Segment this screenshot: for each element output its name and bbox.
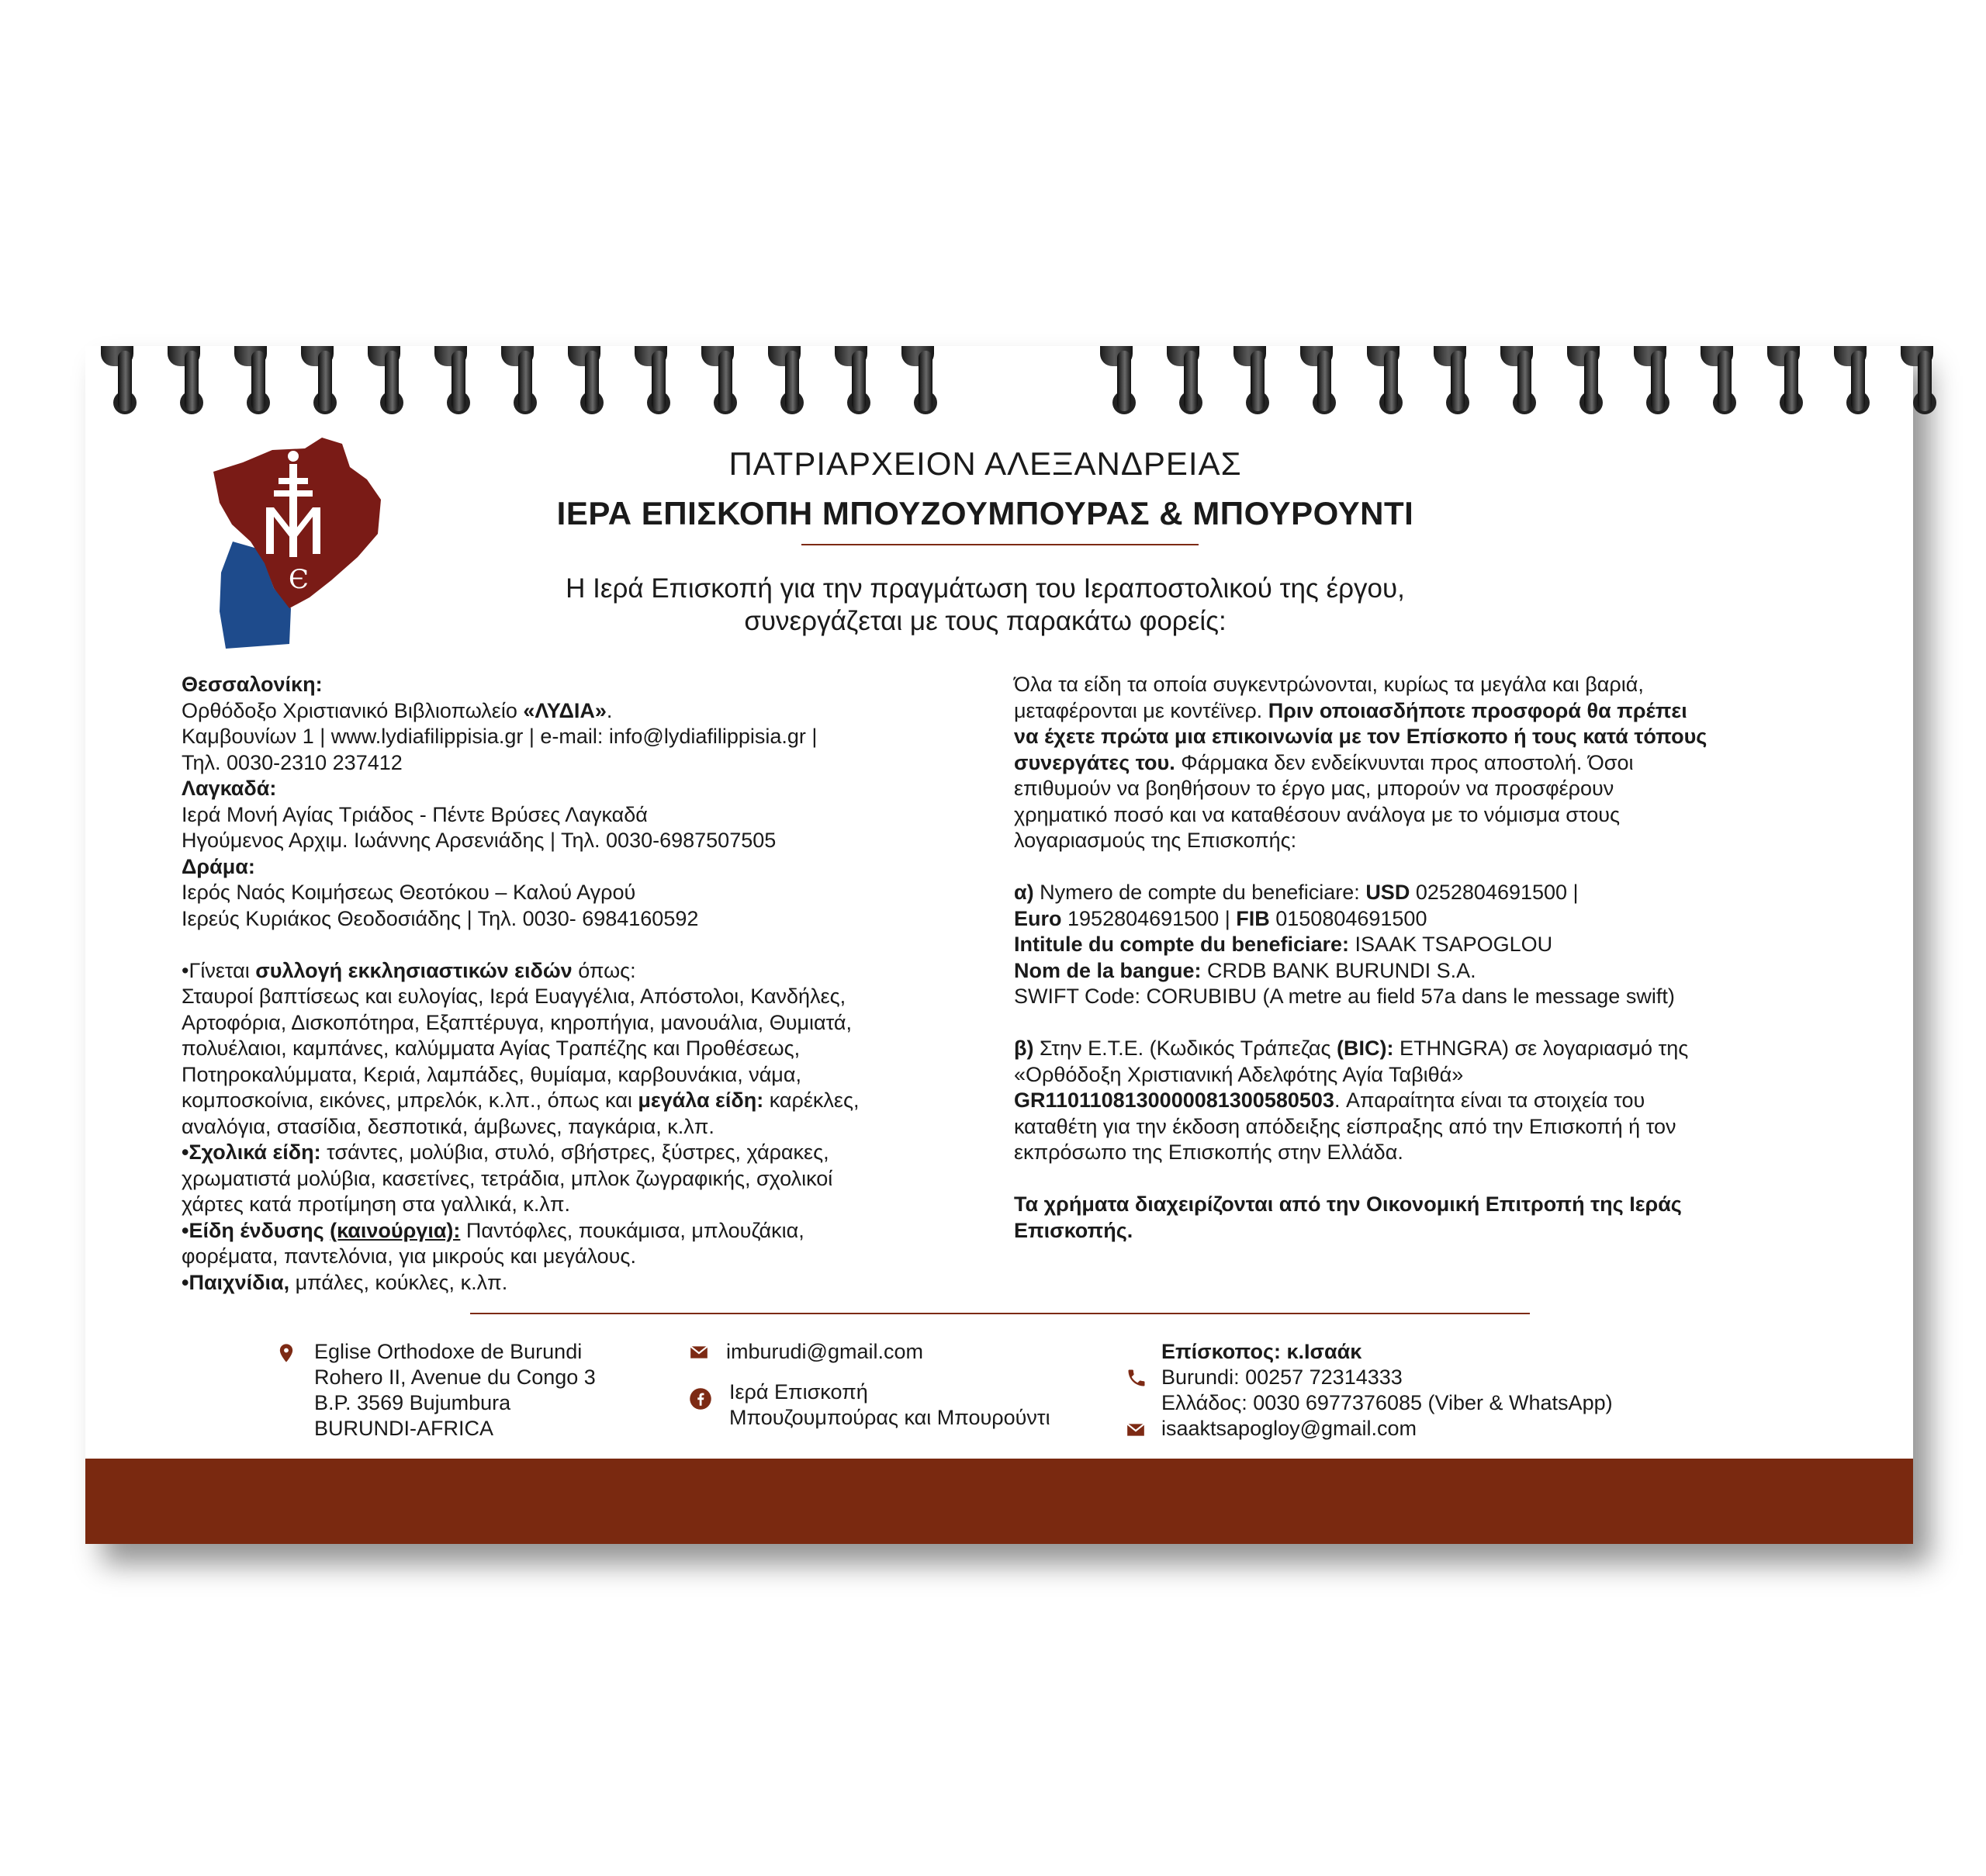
diocese-title: ΙΕΡΑ ΕΠΙΣΚΟΠΗ ΜΠΟΥΖΟΥΜΠΟΥΡΑΣ & ΜΠΟΥΡΟΥΝΤΙ	[556, 495, 1414, 531]
facebook-block	[729, 1379, 1050, 1431]
b-line1-end: ETHNGRA) σε λογαριασμό της	[1393, 1037, 1689, 1060]
clothes-label: •Είδη ένδυσης	[182, 1218, 330, 1242]
school-label: •Σχολικά είδη:	[182, 1140, 321, 1164]
binding-ring	[1317, 351, 1331, 411]
address-line4: BURUNDI-AFRICA	[314, 1417, 494, 1440]
patriarchate-title: ΠΑΤΡΙΑΡΧΕΙΟΝ ΑΛΕΞΑΝΔΡΕΙΑΣ	[728, 445, 1242, 482]
binding-ring	[1251, 351, 1265, 411]
facebook-line1[interactable]: Ιερά Επισκοπή	[729, 1380, 868, 1404]
euro-value: 1952804691500 |	[1061, 906, 1237, 930]
p1-line3: να έχετε πρώτα μια επικοινωνία με τον Επίσκοπο ή τους κατά τόπους	[1014, 725, 1707, 748]
big-items-label: μεγάλα είδη:	[638, 1089, 764, 1112]
drama-label: Δράμα:	[182, 854, 255, 878]
euro-label: Euro	[1014, 906, 1062, 930]
drama-line2: Ιερεύς Κυριάκος Θεοδοσιάδης | Τηλ. 0030- 6984160592	[182, 906, 699, 930]
p1-line2: μεταφέρονται με κοντέϊνερ.	[1014, 698, 1268, 722]
thessaloniki-label: Θεσσαλονίκη:	[182, 673, 323, 696]
binding-ring	[318, 351, 332, 411]
p1-line4-bold: συνεργάτες του.	[1014, 750, 1175, 774]
phone-greece: Ελλάδος: 0030 6977376085 (Viber & WhatsApp)	[1161, 1391, 1613, 1414]
coll-line2: Αρτοφόρια, Δισκοπότηρα, Εξαπτέρυγα, κηροπήγια, μανουάλια, Θυμιατά,	[182, 1010, 853, 1034]
diocese-email[interactable]: imburudi@gmail.com	[726, 1340, 923, 1363]
coll-line5: κομποσκοίνια, εικόνες, μπρελόκ, κ.λπ., όπως και	[182, 1089, 638, 1112]
p1-line2-bold: Πριν οποιασδήποτε προσφορά θα πρέπει	[1268, 698, 1687, 722]
facebook-line2[interactable]: Μπουζουμπούρας και Μπουρούντι	[729, 1406, 1050, 1429]
final-line2: Επισκοπής.	[1014, 1218, 1133, 1242]
p1-line1: Όλα τα είδη τα οποία συγκεντρώνονται, κυρίως τα μεγάλα και βαριά,	[1014, 673, 1644, 696]
envelope-icon	[689, 1344, 709, 1361]
address-line3: B.P. 3569 Bujumbura	[314, 1391, 511, 1414]
diocese-logo	[198, 433, 392, 650]
address-line2: Rohero II, Avenue du Congo 3	[314, 1365, 596, 1389]
intro-line-2: συνεργάζεται με τους παρακάτω φορείς:	[744, 606, 1227, 636]
lagk-line1: Ιερά Μονή Αγίας Τριάδος - Πέντε Βρύσες Λαγκαδά	[182, 802, 648, 826]
envelope-icon	[1126, 1421, 1146, 1438]
b-line1: Στην Ε.Τ.Ε. (Κωδικός Τράπεζας	[1033, 1037, 1337, 1060]
binding-ring	[1451, 351, 1465, 411]
fib-label: FIB	[1236, 906, 1270, 930]
phone-burundi: Burundi: 00257 72314333	[1161, 1365, 1403, 1389]
thess-line2: Καμβουνίων 1 | www.lydiafilippisia.gr | e-mail: info@lydiafilippisia.gr |	[182, 725, 818, 748]
binding-ring	[1918, 351, 1932, 411]
binding-ring	[385, 351, 399, 411]
right-column	[1014, 672, 1821, 1244]
calendar-card	[85, 346, 1913, 1544]
binding-ring	[251, 351, 265, 411]
intro-text	[396, 573, 1575, 638]
binding-ring	[1718, 351, 1732, 411]
option-a-label: α)	[1014, 881, 1034, 904]
binding-ring	[118, 351, 132, 411]
coll-line3: πολυέλαιοι, καμπάνες, καλύμματα Αγίας Τραπέζης και Προθέσεως,	[182, 1037, 801, 1060]
account-title-value: ISAAK TSAPOGLOU	[1349, 933, 1553, 956]
a-line1: Nymero de compte du beneficiare:	[1033, 881, 1366, 904]
b-line4: καταθέτη για την έκδοση απόδειξης είσπραξης από την Επισκοπή ή τον	[1014, 1114, 1676, 1138]
binding-ring	[518, 351, 532, 411]
coll-line4: Ποτηροκαλύμματα, Κεριά, λαμπάδες, θυμίαμα, καρβουνάκια, νάμα,	[182, 1062, 801, 1086]
clothes-line2: φορέματα, παντελόνια, για μικρούς και μεγάλους.	[182, 1244, 636, 1268]
p1-line7: λογαριασμούς της Επισκοπής:	[1014, 829, 1297, 852]
b-line5: εκπρόσωπο της Επισκοπής στην Ελλάδα.	[1014, 1140, 1403, 1164]
bishop-contact-block	[1161, 1339, 1613, 1442]
binding-ring	[185, 351, 199, 411]
option-b-label: β)	[1014, 1037, 1034, 1060]
fib-value: 0150804691500	[1269, 906, 1427, 930]
binding-ring	[1184, 351, 1198, 411]
binding-ring	[785, 351, 799, 411]
usd-value: 0252804691500 |	[1410, 881, 1579, 904]
email-block	[726, 1339, 923, 1365]
b-line2: «Ορθόδοξη Χριστιανική Αδελφότης Αγία Ταβιθά»	[1014, 1062, 1464, 1086]
phone-icon	[1126, 1367, 1147, 1389]
toys-line1: μπάλες, κούκλες, κ.λπ.	[289, 1270, 508, 1294]
b-line3: . Απαραίτητα είναι τα στοιχεία του	[1334, 1089, 1645, 1112]
binding-ring	[1784, 351, 1798, 411]
thess-line1-end: .	[606, 698, 613, 722]
bic-label: (BIC):	[1336, 1037, 1394, 1060]
bank-name-label: Nom de la bangue:	[1014, 958, 1202, 982]
binding-ring	[1384, 351, 1398, 411]
address-line1: Eglise Orthodoxe de Burundi	[314, 1340, 583, 1363]
binding-ring	[652, 351, 666, 411]
binding-ring	[919, 351, 932, 411]
coll-line1: Σταυροί βαπτίσεως και ευλογίας, Ιερά Ευαγγέλια, Απόστολοι, Κανδήλες,	[182, 985, 846, 1008]
header-divider	[801, 544, 1199, 545]
p1-line5: επιθυμούν να βοηθήσουν το έργο μας, μπορούν να προσφέρουν	[1014, 777, 1614, 800]
iban-value: GR1101108130000081300580503	[1014, 1089, 1334, 1112]
binding-ring	[1851, 351, 1865, 411]
clothes-new-label: (καινούργια):	[330, 1218, 461, 1242]
binding-ring	[452, 351, 465, 411]
binding-ring	[1651, 351, 1665, 411]
swift-line: SWIFT Code: CORUBIBU (A metre au field 57a dans le message swift)	[1014, 985, 1675, 1008]
coll-line5-end: καρέκλες,	[763, 1089, 860, 1112]
toys-label: •Παιχνίδια,	[182, 1270, 290, 1294]
bank-name-value: CRDB BANK BURUNDI S.A.	[1201, 958, 1476, 982]
p1-line4: Φάρμακα δεν ενδείκνυνται προς αποστολή. Όσοι	[1175, 750, 1634, 774]
usd-label: USD	[1365, 881, 1410, 904]
final-line1: Τα χρήματα διαχειρίζονται από την Οικονομική Επιτροπή της Ιεράς	[1014, 1192, 1682, 1216]
location-pin-icon	[275, 1342, 297, 1364]
left-column	[182, 672, 1004, 1296]
binding-ring	[585, 351, 599, 411]
bottom-brown-bar	[85, 1459, 1913, 1544]
school-line1: τσάντες, μολύβια, στυλό, σβήστρες, ξύστρες, χάρακες,	[320, 1140, 829, 1164]
lydia-name: «ΛΥΔΙΑ»	[523, 698, 607, 722]
spiral-binding	[85, 346, 1913, 416]
coll-bold: συλλογή εκκλησιαστικών ειδών	[255, 958, 573, 982]
binding-ring	[1584, 351, 1598, 411]
clothes-line1: Παντόφλες, πουκάμισα, μπλουζάκια,	[460, 1218, 804, 1242]
thess-line3: Τηλ. 0030-2310 237412	[182, 750, 403, 774]
coll-line6: αναλόγια, στασίδια, δεσποτικά, άμβωνες, παγκάρια, κ.λπ.	[182, 1114, 714, 1138]
facebook-icon	[689, 1387, 712, 1410]
address-block	[314, 1339, 596, 1442]
binding-ring	[1117, 351, 1131, 411]
thess-line1: Ορθόδοξο Χριστιανικό Βιβλιοπωλείο	[182, 698, 524, 722]
school-line2: χρωματιστά μολύβια, κασετίνες, τετράδια, μπλοκ ζωγραφικής, σχολικοί	[182, 1166, 833, 1190]
lagkada-label: Λαγκαδά:	[182, 777, 277, 800]
footer-divider	[470, 1313, 1530, 1314]
coll-end: όπως:	[572, 958, 636, 982]
p1-line6: χρηματικό ποσό και να καταθέσουν ανάλογα με το νόμισμα στους	[1014, 802, 1621, 826]
binding-ring	[852, 351, 866, 411]
logo-letter: Є	[289, 564, 310, 595]
school-line3: χάρτες κατά προτίμηση στα γαλλικά, κ.λπ.	[182, 1192, 571, 1216]
binding-ring	[718, 351, 732, 411]
bishop-label: Επίσκοπος: κ.Ισαάκ	[1161, 1340, 1362, 1363]
account-title-label: Intitule du compte du beneficiare:	[1014, 933, 1350, 956]
drama-line1: Ιερός Ναός Κοιμήσεως Θεοτόκου – Καλού Αγρού	[182, 881, 636, 904]
binding-ring	[1517, 351, 1531, 411]
bishop-email[interactable]: isaaktsapogloy@gmail.com	[1161, 1417, 1417, 1440]
coll-intro: •Γίνεται	[182, 958, 256, 982]
lagk-line2: Ηγούμενος Αρχιμ. Ιωάννης Αρσενιάδης | Τηλ. 0030-6987507505	[182, 829, 777, 852]
intro-line-1: Η Ιερά Επισκοπή για την πραγμάτωση του Ιεραποστολικού της έργου,	[566, 573, 1405, 604]
